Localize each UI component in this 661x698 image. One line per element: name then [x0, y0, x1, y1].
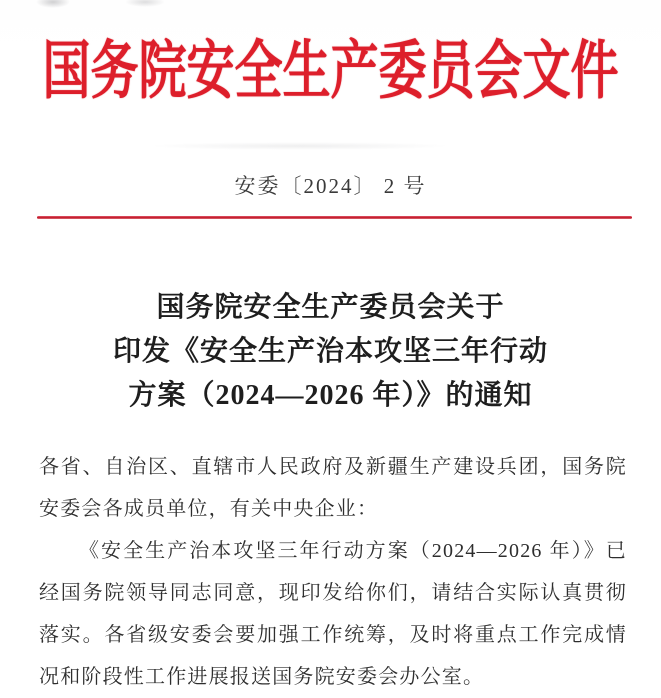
notice-paragraph: 《安全生产治本攻坚三年行动方案（2024—2026 年）》已经国务院领导同志同意，现印发给你们，请结合实际认真贯彻落实。各省级安委会要加强工作统筹，及时将重点工作完成情况和阶段性工作进展报送国务院安委会办公室。 [39, 540, 627, 688]
document-title-line-3: 方案（2024—2026 年）》的通知 [128, 380, 533, 411]
document-number: 安委〔2024〕 2 号 [234, 174, 427, 198]
scan-artifact [125, 0, 165, 7]
document-title [0, 286, 661, 418]
scan-artifact [36, 0, 70, 8]
document-body [39, 446, 627, 698]
red-divider-rule [37, 216, 632, 219]
addressee-paragraph: 各省、自治区、直辖市人民政府及新疆生产建设兵团，国务院安委会各成员单位，有关中央企业： [39, 456, 627, 520]
letterhead-title: 国务院安全生产委员会文件 [42, 37, 619, 108]
document-title-line-1: 国务院安全生产委员会关于 [156, 292, 505, 323]
document-title-line-2: 印发《安全生产治本攻坚三年行动 [112, 336, 548, 367]
scan-artifact [150, 142, 450, 150]
